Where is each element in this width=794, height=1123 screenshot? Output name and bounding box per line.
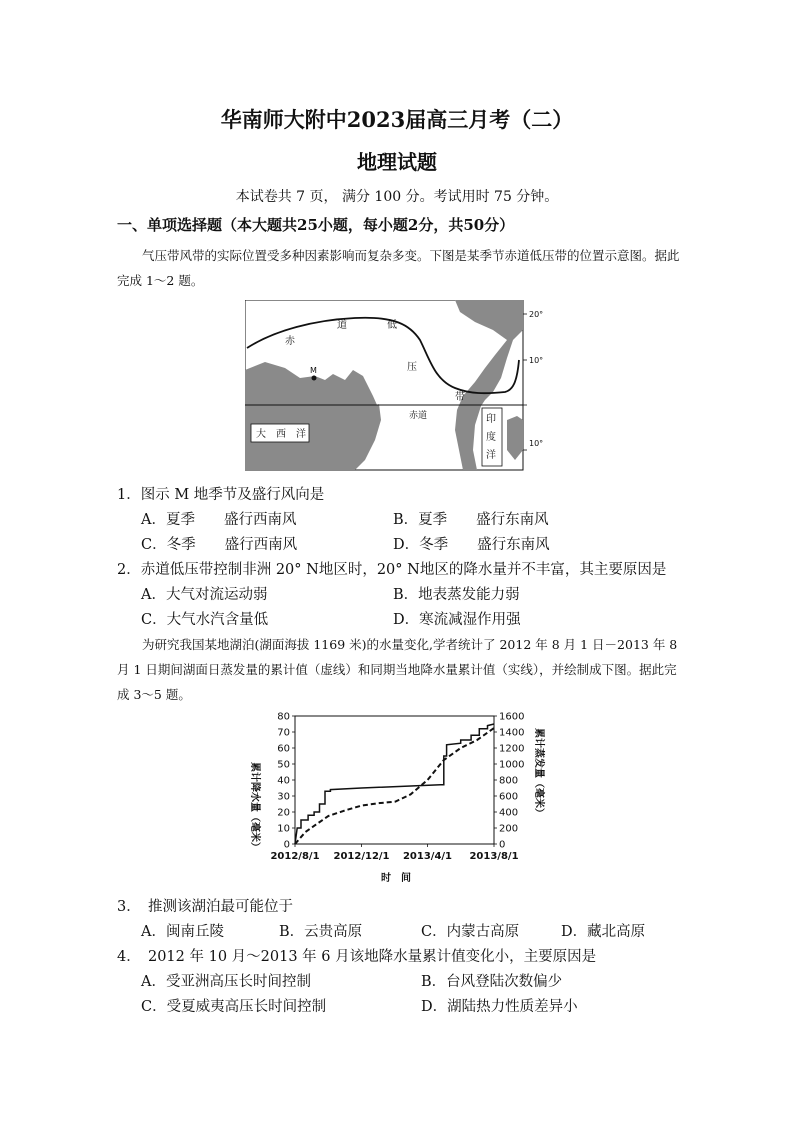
question-1-option-c[interactable]: C．冬季 盛行西南风: [141, 537, 298, 553]
chart-ytick-right-label: 800: [499, 775, 519, 787]
map-lat-20n: 20°: [529, 310, 544, 319]
chart-ylabel-right: 累计蒸发量（毫米）: [533, 728, 544, 818]
chart-xtick-label: 2012/8/1: [270, 851, 320, 862]
question-3-stem: 3． 推测该湖泊最可能位于: [117, 899, 293, 915]
question-2-stem: 2．赤道低压带控制非洲 20° N地区时，20° N地区的降水量并不丰富，其主要原因是: [117, 562, 667, 578]
chart-ylabel-left: 累计降水量（毫米）: [249, 762, 260, 852]
question-1-stem: 1．图示 M 地季节及盛行风向是: [117, 487, 325, 503]
map-label-ya: 压: [407, 362, 417, 373]
map-label-chi: 赤: [285, 336, 295, 347]
question-3-option-c[interactable]: C．内蒙古高原: [421, 924, 520, 940]
chart-ytick-right-label: 1200: [499, 743, 525, 755]
map-label-equator: 赤道: [409, 411, 428, 421]
question-2-option-c[interactable]: C．大气水汽含量低: [141, 612, 269, 628]
chart-ytick-right-label: 1600: [499, 711, 525, 723]
question-2-option-d[interactable]: D．寒流减湿作用强: [393, 612, 521, 628]
map-point-m: [312, 376, 317, 381]
equatorial-low-map: [245, 300, 550, 472]
map-label-dai: 带: [455, 392, 465, 403]
chart-ytick-left-label: 80: [277, 711, 290, 723]
chart-ytick-left-label: 0: [283, 839, 290, 851]
question-1-option-a[interactable]: A．夏季 盛行西南风: [141, 512, 297, 528]
map-lat-10n: 10°: [529, 356, 544, 365]
map-label-atlantic: 大 西 洋: [256, 429, 306, 440]
chart-xlabel: 时 间: [381, 873, 411, 884]
question-4-option-b[interactable]: B．台风登陆次数偏少: [421, 974, 563, 990]
map-label-indian-1: 印: [486, 414, 496, 425]
section-heading: 一、单项选择题（本大题共25小题，每小题2分，共50分）: [117, 216, 515, 234]
chart-ytick-right-label: 200: [499, 823, 519, 835]
chart-ytick-left-label: 70: [277, 727, 290, 739]
question-3-option-a[interactable]: A．闽南丘陵: [141, 924, 224, 940]
chart-precipitation-line: [295, 724, 494, 844]
intro-paragraph-2: 为研究我国某地湖泊(湖面海拔 1169 米)的水量变化,学者统计了 2012 年 8 月 1 日－2013 年 8 月 1 日期间湖面日蒸发量的累计值（虚线）和同期当地降水量累计值（实线），并绘制成下图。据此完成 3～5 题。: [117, 637, 678, 702]
chart-ytick-left-label: 10: [277, 823, 290, 835]
map-label-indian-2: 度: [486, 432, 496, 443]
question-3-option-d[interactable]: D．藏北高原: [561, 924, 646, 940]
question-4-stem: 4． 2012 年 10 月～2013 年 6 月该地降水量累计值变化小，主要原因是: [117, 949, 597, 965]
chart-ytick-right-label: 600: [499, 791, 519, 803]
question-1-option-d[interactable]: D．冬季 盛行东南风: [393, 537, 550, 553]
chart-ytick-right-label: 0: [499, 839, 506, 851]
exam-title: 华南师大附中2023届高三月考（二）: [220, 107, 574, 132]
question-4-option-d[interactable]: D．湖陆热力性质差异小: [421, 999, 578, 1015]
intro-paragraph-1: 气压带风带的实际位置受多种因素影响而复杂多变。下图是某季节赤道低压带的位置示意图。据此完成 1～2 题。: [117, 248, 680, 288]
map-lat-10s: 10°: [529, 439, 544, 448]
map-label-dao: 道: [337, 320, 347, 331]
chart-xtick-label: 2013/8/1: [469, 851, 519, 862]
map-label-indian-3: 洋: [486, 450, 496, 461]
question-2-option-b[interactable]: B．地表蒸发能力弱: [393, 587, 520, 603]
chart-ytick-left-label: 50: [277, 759, 290, 771]
chart-ytick-right-label: 1400: [499, 727, 525, 739]
chart-ytick-left-label: 40: [277, 775, 290, 787]
chart-plot-frame: [295, 716, 494, 844]
chart-xtick-label: 2013/4/1: [402, 851, 453, 862]
map-label-m: M: [310, 366, 317, 375]
chart-ytick-left-label: 30: [277, 791, 290, 803]
question-1-option-b[interactable]: B．夏季 盛行东南风: [393, 512, 549, 528]
lake-water-balance-chart: [245, 706, 555, 884]
chart-xtick-label: 2012/12/1: [333, 851, 390, 862]
map-label-di: 低: [387, 320, 397, 331]
chart-ytick-right-label: 400: [499, 807, 519, 819]
question-4-option-c[interactable]: C．受夏威夷高压长时间控制: [141, 999, 327, 1015]
chart-ytick-right-label: 1000: [499, 759, 525, 771]
question-3-option-b[interactable]: B．云贵高原: [279, 924, 363, 940]
chart-ytick-left-label: 20: [277, 807, 290, 819]
chart-ytick-left-label: 60: [277, 743, 290, 755]
question-2-option-a[interactable]: A．大气对流运动弱: [141, 587, 268, 603]
exam-info: 本试卷共 7 页， 满分 100 分。考试用时 75 分钟。: [235, 189, 559, 205]
exam-subject: 地理试题: [357, 150, 437, 174]
question-4-option-a[interactable]: A．受亚洲高压长时间控制: [141, 974, 311, 990]
